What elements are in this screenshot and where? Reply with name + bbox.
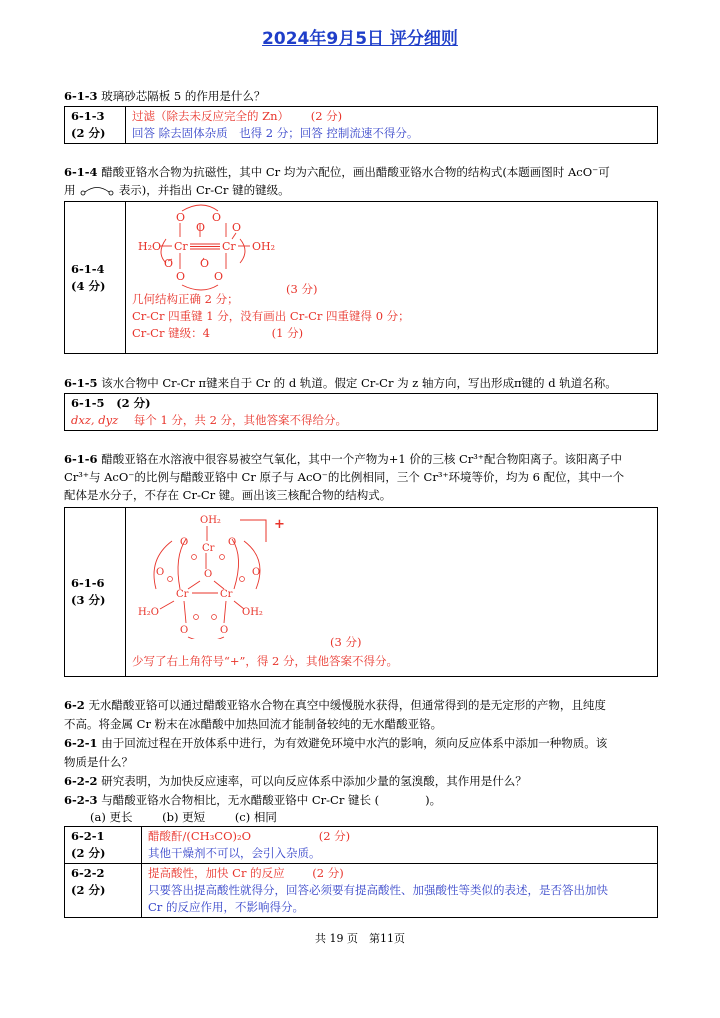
answer-content (126, 202, 658, 354)
answer-text: 提高酸性，加快 Cr 的反应 (148, 866, 285, 880)
question-text: 该水合物中 Cr-Cr π键来自于 Cr 的 d 轨道。假定 Cr-Cr 为 z 轴方向，写出形成π键的 d 轨道名称。 (101, 376, 617, 390)
answer-id: 6-1-5 (71, 396, 105, 410)
question-6-2 (64, 696, 658, 825)
question-text: 玻璃砂芯隔板 5 的作用是什么？ (101, 89, 266, 103)
structure-score: (3 分) (330, 635, 362, 649)
struct-o: O (196, 221, 206, 234)
struct-o: O (232, 221, 242, 234)
answer-score: (2 分) (310, 109, 343, 123)
answer-content (65, 394, 658, 431)
struct-o: O (176, 211, 186, 224)
struct-oh2: OH₂ (200, 515, 221, 526)
answer-id: 6-1-6 (71, 576, 105, 590)
q2-text: 研究表明，为加快反应速率，可以向反应体系中添加少量的氢溴酸，其作用是什么？ (101, 774, 527, 788)
answer-content (142, 864, 658, 918)
struct-o: O (200, 257, 210, 270)
struct-cr: Cr (220, 589, 233, 600)
struct-o: O (220, 625, 229, 636)
answer-table-6-2 (64, 826, 658, 918)
answer-points: (2 分) (71, 846, 106, 860)
struct-h2o: H₂O (138, 240, 162, 253)
question-id: 6-1-3 (64, 89, 98, 103)
struct-o: O (214, 270, 224, 283)
q1-line2: 物质是什么？ (64, 755, 133, 769)
option-c: (c) 相同 (234, 810, 277, 824)
answer-label (65, 827, 142, 864)
struct-o: O (156, 567, 165, 578)
question-id: 6-1-5 (64, 376, 98, 390)
answer-points: (2 分) (71, 126, 106, 140)
structure-score: (3 分) (286, 282, 318, 296)
answer-points: (2 分) (71, 883, 106, 897)
grading-rule: 每个 1 分，共 2 分，其他答案不得给分。 (133, 413, 348, 427)
question-text-line1: 醋酸亚铬在水溶液中很容易被空气氧化，其中一个产物为+1 价的三核 Cr³⁺配合物阳离子。该阳离子中 (101, 452, 622, 466)
question-6-1-3 (64, 87, 658, 105)
acetate-bridge-icon (79, 185, 115, 197)
struct-o: O (176, 270, 186, 283)
options-list (64, 810, 658, 825)
q1-line1: 由于回流过程在开放体系中进行，为有效避免环境中水汽的影响，须向反应体系中添加一种物质。该 (101, 736, 608, 750)
struct-h2o: H₂O (138, 607, 159, 618)
answer-table-6-1-3 (64, 106, 658, 144)
grading-rule: 回答 除去固体杂质 也得 2 分；回答 控制流速不得分。 (132, 126, 419, 140)
answer-content (126, 508, 658, 677)
page-footer: 共 19 页 第11页 (315, 932, 405, 945)
option-b: (b) 更短 (162, 810, 206, 824)
answer-label (65, 508, 126, 677)
question-id: 6-2-1 (64, 736, 98, 750)
answer-content (142, 827, 658, 864)
grading-rule-3-line (132, 325, 651, 342)
answer-text: 醋酸酐/(CH₃CO)₂O (148, 829, 252, 843)
answer-id: 6-2-2 (71, 866, 105, 880)
struct-oh2: OH₂ (252, 240, 276, 253)
grading-rule-line1: 只要答出提高酸性就得分，回答必须要有提高酸性、加强酸性等类似的表述，是否答出加快 (148, 883, 608, 897)
grading-rule-3-score: (1 分) (271, 326, 304, 340)
grading-rule-2: Cr-Cr 四重键 1 分，没有画出 Cr-Cr 四重键得 0 分； (132, 309, 410, 323)
dichromium-tetraacetate-structure (136, 203, 296, 291)
question-id: 6-1-4 (64, 165, 98, 179)
question-6-1-4 (64, 163, 658, 199)
intro-line1: 无水醋酸亚铬可以通过醋酸亚铬水合物在真空中缓慢脱水获得，但通常得到的是无定形的产物，且纯度 (88, 698, 606, 712)
answer-label (65, 864, 142, 918)
grading-rule-2-line (132, 308, 651, 325)
answer-label (65, 202, 126, 354)
struct-cr: Cr (176, 589, 189, 600)
question-text-line2a: 用 (64, 183, 76, 197)
grading-rule: 少写了右上角符号“+”，得 2 分，其他答案不得分。 (132, 654, 399, 668)
page-title: 2024年9月5日 评分细则 (262, 29, 458, 49)
answer-points: (3 分) (71, 593, 106, 607)
question-6-1-5 (64, 374, 658, 392)
question-6-1-6 (64, 450, 658, 504)
struct-o: O (164, 257, 174, 270)
answer-table-6-1-4 (64, 201, 658, 354)
answer-points: (2 分) (116, 396, 151, 410)
struct-o: O (252, 567, 261, 578)
question-text-line1: 醋酸亚铬水合物为抗磁性，其中 Cr 均为六配位，画出醋酸亚铬水合物的结构式(本题画图时 AcO⁻可 (101, 165, 610, 179)
answer-text: dxz, dyz (71, 413, 119, 427)
answer-label (65, 107, 126, 144)
answer-points: (4 分) (71, 278, 106, 293)
answer-id: 6-2-1 (71, 829, 105, 843)
option-a: (a) 更长 (90, 810, 133, 824)
struct-oh2: OH₂ (242, 607, 263, 618)
question-text-line2: Cr³⁺与 AcO⁻的比例与醋酸亚铬中 Cr 原子与 AcO⁻的比例相同，三个 Cr³⁺环境等价，均为 6 配位，其中一个 (64, 470, 625, 484)
answer-id: 6-1-4 (71, 261, 105, 276)
intro-line2: 不高。将金属 Cr 粉末在冰醋酸中加热回流才能制备较纯的无水醋酸亚铬。 (64, 717, 443, 731)
q3-text: 与醋酸亚铬水合物相比，无水醋酸亚铬中 Cr-Cr 键长 ( )。 (101, 793, 442, 807)
answer-table-6-1-5 (64, 393, 658, 431)
struct-o: O (228, 537, 237, 548)
grading-rule-1: 几何结构正确 2 分； (132, 292, 239, 306)
struct-o: O (204, 569, 213, 580)
answer-score: (2 分) (312, 866, 344, 880)
answer-text: 过滤（除去未反应完全的 Zn） (132, 109, 290, 123)
question-id: 6-2-3 (64, 793, 98, 807)
answer-score: (2 分) (318, 829, 351, 843)
struct-cr: Cr (174, 240, 188, 253)
struct-cr: Cr (222, 240, 236, 253)
answer-content (126, 107, 658, 144)
charge-sign: + (274, 517, 285, 532)
answer-id: 6-1-3 (71, 109, 105, 123)
question-text-line3: 配体是水分子，不存在 Cr-Cr 键。画出该三核配合物的结构式。 (64, 488, 392, 502)
question-text-line2b: 表示)，并指出 Cr-Cr 键的键级。 (118, 183, 290, 197)
struct-o: O (212, 211, 222, 224)
grading-rule: 其他干燥剂不可以，会引入杂质。 (148, 846, 321, 860)
question-id: 6-2-2 (64, 774, 98, 788)
grading-rule-line2: Cr 的反应作用，不影响得分。 (148, 900, 304, 914)
struct-o: O (180, 537, 189, 548)
question-id: 6-1-6 (64, 452, 98, 466)
grading-rule-3: Cr-Cr 键级：4 (132, 326, 210, 340)
answer-table-6-1-6 (64, 507, 658, 677)
struct-o: O (180, 625, 189, 636)
question-id: 6-2 (64, 698, 85, 712)
struct-cr: Cr (202, 543, 215, 554)
